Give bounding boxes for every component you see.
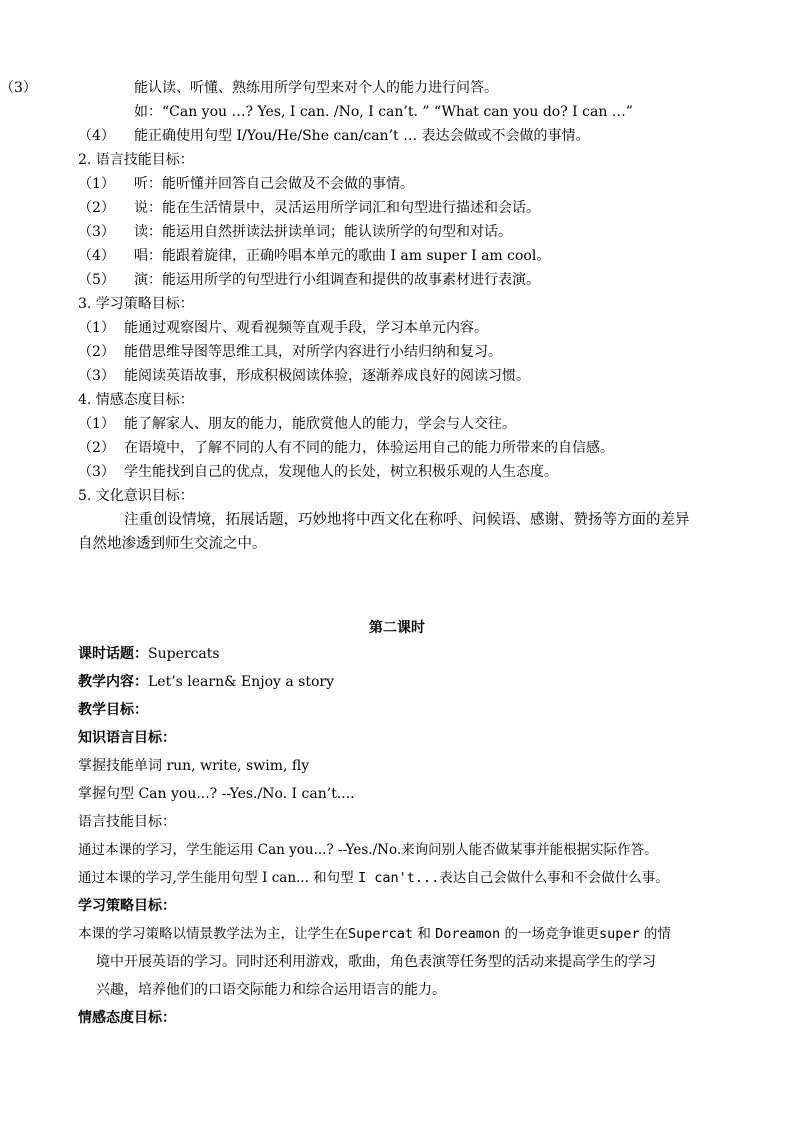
strategy-text: 的一场竞争谁更 <box>500 926 599 942</box>
item-number: （5） <box>78 272 115 288</box>
paragraph-line: 自然地渗透到师生交流之中。 <box>78 536 267 552</box>
topic-value: Supercats <box>148 646 220 662</box>
topic-label: 课时话题： <box>78 646 148 662</box>
section-heading: 2. 语言技能目标： <box>78 152 194 168</box>
item-number: （3） <box>78 368 115 384</box>
item-text: 唱：能跟着旋律，正确吟唱本单元的歌曲 I am super I am cool。 <box>134 248 551 264</box>
item-text: 能通过观察图片、观看视频等直观手段，学习本单元内容。 <box>124 320 488 336</box>
words-label: 掌握技能单词 <box>78 758 162 774</box>
strategy-line: 兴趣，培养他们的口语交际能力和综合运用语言的能力。 <box>96 982 446 998</box>
content-value: Let’s learn& Enjoy a story <box>148 674 335 690</box>
item-number: （1） <box>78 176 115 192</box>
item-number: （4） <box>78 248 115 264</box>
skill-text: 表达自己会做什么事和不会做什么事。 <box>439 870 669 886</box>
item-text: 读：能运用自然拼读法拼读单词；能认读所学的句型和对话。 <box>134 224 512 240</box>
strategy-code-text: Doreamon <box>435 926 501 942</box>
objective-item <box>0 78 498 98</box>
item-number: （2） <box>78 440 115 456</box>
strategy-text: 的情 <box>639 926 671 942</box>
strategy-line: 境中开展英语的学习。同时还利用游戏，歌曲，角色表演等任务型的活动来提高学生的学习 <box>96 954 656 970</box>
words-value: run, write, swim, fly <box>166 758 310 774</box>
item-text: 能了解家人、朋友的能力，能欣赏他人的能力，学会与人交往。 <box>124 416 516 432</box>
sentence-label: 掌握句型 <box>78 786 134 802</box>
sentence-value: Can you...? --Yes./No. I can’t.... <box>138 786 355 802</box>
item-number: （4） <box>78 128 115 144</box>
item-text: 听：能听懂并回答自己会做及不会做的事情。 <box>134 176 414 192</box>
paragraph-line: 注重创设情境，拓展话题，巧妙地将中西文化在称呼、问候语、感谢、赞扬等方面的差异 <box>124 512 690 528</box>
strategy-code-text: Supercat <box>348 926 414 942</box>
strategy-text: 和 <box>413 926 436 942</box>
skill-label: 语言技能目标： <box>78 814 176 830</box>
item-text: 在语境中，了解不同的人有不同的能力，体验运用自己的能力所带来的自信感。 <box>124 440 614 456</box>
emotion-label: 情感态度目标： <box>78 1010 176 1026</box>
item-number: （3） <box>0 80 37 96</box>
item-number: （2） <box>78 200 115 216</box>
item-text: 能认读、听懂、熟练用所学句型来对个人的能力进行问答。 <box>134 80 498 96</box>
strategy-label: 学习策略目标： <box>78 898 176 914</box>
section-heading: 3. 学习策略目标： <box>78 296 194 312</box>
lesson-topic <box>78 644 220 664</box>
skill-code-text: I can't... <box>357 870 440 886</box>
skill-line <box>78 868 669 888</box>
section-heading: 5. 文化意识目标： <box>78 488 194 504</box>
knowledge-label: 知识语言目标： <box>78 730 176 746</box>
strategy-code-text: super <box>598 926 640 942</box>
item-text: 能阅读英语故事，形成积极阅读体验，逐渐养成良好的阅读习惯。 <box>124 368 530 384</box>
item-number: （3） <box>78 464 115 480</box>
skill-text: 通过本课的学习,学生能用句型 I can... 和句型 <box>78 870 358 886</box>
item-text: 说：能在生活情景中，灵活运用所学词汇和句型进行描述和会话。 <box>134 200 540 216</box>
example-line: 如：“Can you …? Yes, I can. /No, I can’t. ” “What can you do? I can …” <box>134 104 633 120</box>
item-number: （2） <box>78 344 115 360</box>
strategy-line <box>78 924 671 944</box>
sentence-line <box>78 784 355 804</box>
lesson-title: 第二课时 <box>369 620 425 636</box>
item-number: （1） <box>78 320 115 336</box>
item-number: （3） <box>78 224 115 240</box>
skill-line: 通过本课的学习，学生能运用 Can you...? --Yes./No.来询问别人能否做某事并能根据实际作答。 <box>78 842 658 858</box>
item-text: 学生能找到自己的优点，发现他人的长处，树立积极乐观的人生态度。 <box>124 464 558 480</box>
item-text: 能正确使用句型 I/You/He/She can/can’t … 表达会做或不会做的事情。 <box>134 128 590 144</box>
section-heading: 4. 情感态度目标： <box>78 392 194 408</box>
item-number: （1） <box>78 416 115 432</box>
goals-label: 教学目标： <box>78 702 148 718</box>
item-text: 演：能运用所学的句型进行小组调查和提供的故事素材进行表演。 <box>134 272 540 288</box>
item-text: 能借思维导图等思维工具，对所学内容进行小结归纳和复习。 <box>124 344 502 360</box>
lesson-content <box>78 672 334 692</box>
strategy-text: 本课的学习策略以情景教学法为主，让学生在 <box>78 926 348 942</box>
words-line <box>78 756 309 776</box>
content-label: 教学内容： <box>78 674 148 690</box>
